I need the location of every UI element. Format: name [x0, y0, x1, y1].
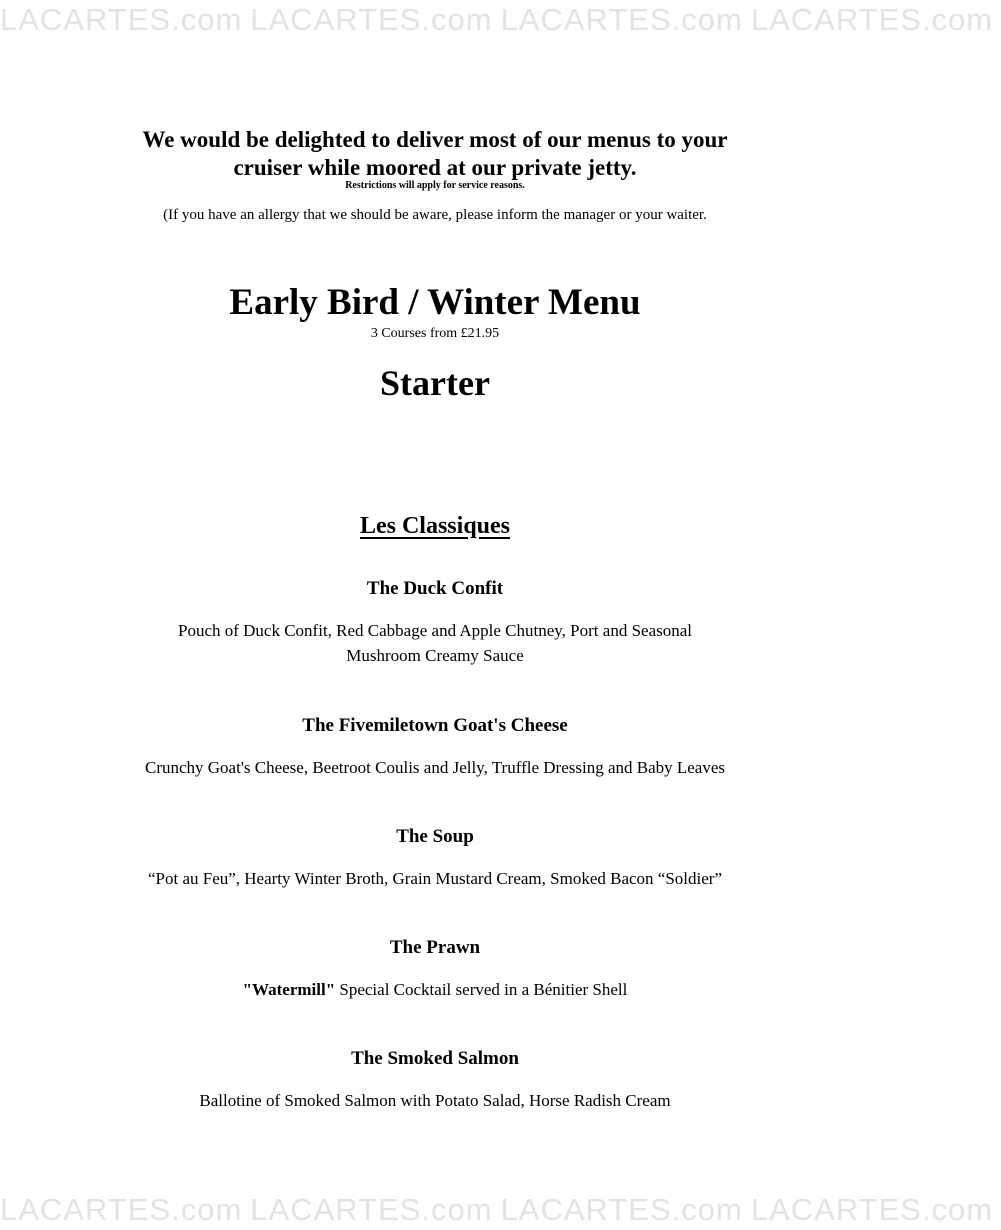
dish-desc-prawn-rest: Special Cocktail served in a Bénitier Shell — [335, 980, 628, 999]
dish-name-prawn: The Prawn — [389, 937, 481, 958]
section-heading-wrap — [0, 512, 870, 540]
intro-line-1: We would be delighted to deliver most of our menus to your — [142, 127, 728, 152]
restrictions-note: Restrictions will apply for service reasons. — [345, 180, 525, 191]
dish-desc-goat: Crunchy Goat's Cheese, Beetroot Coulis and Jelly, Truffle Dressing and Baby Leaves — [144, 758, 726, 777]
dish-desc-soup: “Pot au Feu”, Hearty Winter Broth, Grain Mustard Cream, Smoked Bacon “Soldier” — [147, 869, 723, 888]
watermark-text: LACARTES.com — [0, 2, 243, 37]
watermark-text: LACARTES.com — [0, 1192, 243, 1227]
intro-line-2: cruiser while moored at our private jetty. — [233, 155, 637, 180]
watermark-top — [0, 2, 994, 38]
dish-name-goat: The Fivemiletown Goat's Cheese — [302, 715, 568, 736]
dish-name-soup: The Soup — [396, 826, 474, 847]
dish-desc-prawn — [0, 977, 870, 1002]
dish-desc-duck-line2: Mushroom Creamy Sauce — [346, 646, 524, 665]
watermark-text: LACARTES.com — [250, 2, 493, 37]
section-title: Les Classiques — [359, 513, 511, 539]
menu-title: Early Bird / Winter Menu — [229, 282, 641, 323]
watermark-text: LACARTES.com — [500, 2, 743, 37]
watermark-bottom — [0, 1192, 994, 1228]
dish-name-salmon: The Smoked Salmon — [351, 1048, 519, 1069]
dish-desc-prawn-bold: "Watermill" — [242, 980, 336, 999]
course-title: Starter — [380, 363, 490, 403]
dish-name-duck: The Duck Confit — [366, 578, 504, 599]
watermark-text: LACARTES.com — [250, 1192, 493, 1227]
watermark-text: LACARTES.com — [750, 1192, 994, 1227]
watermark-text: LACARTES.com — [500, 1192, 743, 1227]
menu-price: 3 Courses from £21.95 — [370, 326, 500, 341]
allergy-note: (If you have an allergy that we should be aware, please inform the manager or your waiter. — [163, 207, 707, 223]
dish-desc-duck-line1: Pouch of Duck Confit, Red Cabbage and Apple Chutney, Port and Seasonal — [177, 621, 692, 640]
dish-desc-salmon: Ballotine of Smoked Salmon with Potato Salad, Horse Radish Cream — [199, 1091, 671, 1110]
watermark-text: LACARTES.com — [750, 2, 994, 37]
